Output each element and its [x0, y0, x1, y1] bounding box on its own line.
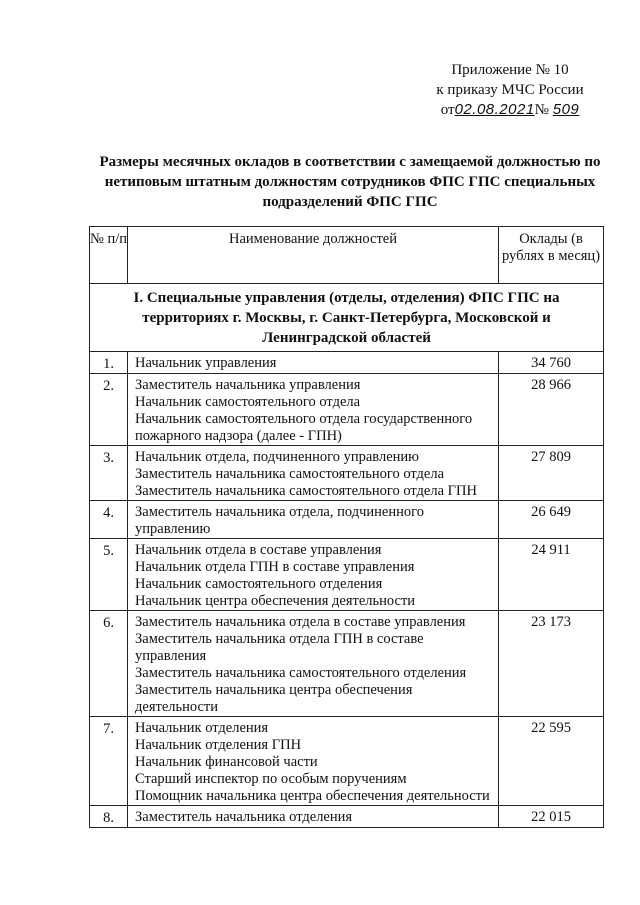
position-name: Заместитель начальника самостоятельного отделения: [135, 665, 467, 681]
position-name: Заместитель начальника отдела в составе управления: [135, 614, 466, 630]
position-name: Старший инспектор по особым поручениям: [135, 771, 407, 787]
position-names: [128, 611, 499, 717]
table-header-row: [90, 227, 604, 284]
document-header: [400, 60, 620, 120]
from-prefix: от: [440, 102, 455, 118]
position-names: [128, 539, 499, 611]
position-name: Помощник начальника центра обеспечения деятельности: [135, 788, 490, 804]
position-name: Заместитель начальника управления: [135, 377, 361, 393]
header-name: Наименование должностей: [128, 227, 499, 284]
salary-value: 26 649: [499, 501, 604, 539]
position-names: [128, 446, 499, 501]
position-name: Заместитель начальника самостоятельного отдела ГПН: [135, 483, 477, 499]
position-name: Начальник самостоятельного отделения: [135, 576, 383, 592]
salary-table: [89, 226, 604, 828]
position-name: Заместитель начальника отделения: [135, 809, 353, 825]
handwritten-date: 02.08.2021: [454, 101, 535, 118]
document-title: Размеры месячных окладов в соответствии с замещаемой должностью по нетиповым штатным должностям сотрудников ФПС ГПС специальных подразделений ФПС ГПС: [99, 154, 601, 210]
position-name: Начальник финансовой части: [135, 754, 318, 770]
order-label: к приказу МЧС России: [436, 82, 584, 98]
row-number: 5.: [90, 539, 128, 611]
position-name: Начальник управления: [135, 355, 277, 371]
appendix-label: Приложение № 10: [451, 62, 569, 78]
position-name: Начальник отдела ГПН в составе управления: [135, 559, 415, 575]
position-name: Начальник центра обеспечения деятельности: [135, 593, 416, 609]
position-names: [128, 352, 499, 374]
position-name: Начальник самостоятельного отдела: [135, 394, 361, 410]
position-name: Начальник отдела в составе управления: [135, 542, 382, 558]
table-row: [90, 539, 604, 611]
position-name: Заместитель начальника центра обеспечения деятельности: [135, 682, 413, 715]
position-name: Заместитель начальника отдела ГПН в составе управления: [135, 631, 424, 664]
row-number: 4.: [90, 501, 128, 539]
table-row: [90, 611, 604, 717]
section-title: I. Специальные управления (отделы, отделения) ФПС ГПС на территориях г. Москвы, г. Санкт-Петербурга, Московской и Ленинградской областей: [90, 284, 604, 352]
salary-value: 34 760: [499, 352, 604, 374]
position-name: Начальник отдела, подчиненного управлению: [135, 449, 419, 465]
number-prefix: №: [534, 102, 549, 118]
salary-value: 28 966: [499, 374, 604, 446]
row-number: 3.: [90, 446, 128, 501]
header-num: № п/п: [90, 227, 128, 284]
row-number: 7.: [90, 717, 128, 806]
table-row: [90, 352, 604, 374]
table-row: [90, 717, 604, 806]
table-row: [90, 374, 604, 446]
salary-value: 24 911: [499, 539, 604, 611]
row-number: 8.: [90, 806, 128, 828]
position-name: Начальник отделения ГПН: [135, 737, 302, 753]
handwritten-number: 509: [552, 101, 580, 118]
salary-value: 27 809: [499, 446, 604, 501]
salary-value: 22 595: [499, 717, 604, 806]
position-names: [128, 501, 499, 539]
header-salary: Оклады (в рублях в месяц): [499, 227, 604, 284]
position-names: [128, 806, 499, 828]
row-number: 1.: [90, 352, 128, 374]
table-row: [90, 446, 604, 501]
table-row: [90, 806, 604, 828]
position-name: Начальник самостоятельного отдела государственного пожарного надзора (далее - ГПН): [135, 411, 473, 444]
salary-value: 23 173: [499, 611, 604, 717]
row-number: 2.: [90, 374, 128, 446]
order-date-line: [400, 100, 620, 120]
position-name: Заместитель начальника самостоятельного отдела: [135, 466, 445, 482]
position-name: Начальник отделения: [135, 720, 269, 736]
position-names: [128, 717, 499, 806]
section-row: [90, 284, 604, 352]
row-number: 6.: [90, 611, 128, 717]
table-row: [90, 501, 604, 539]
position-name: Заместитель начальника отдела, подчиненного управлению: [135, 504, 424, 537]
salary-value: 22 015: [499, 806, 604, 828]
position-names: [128, 374, 499, 446]
